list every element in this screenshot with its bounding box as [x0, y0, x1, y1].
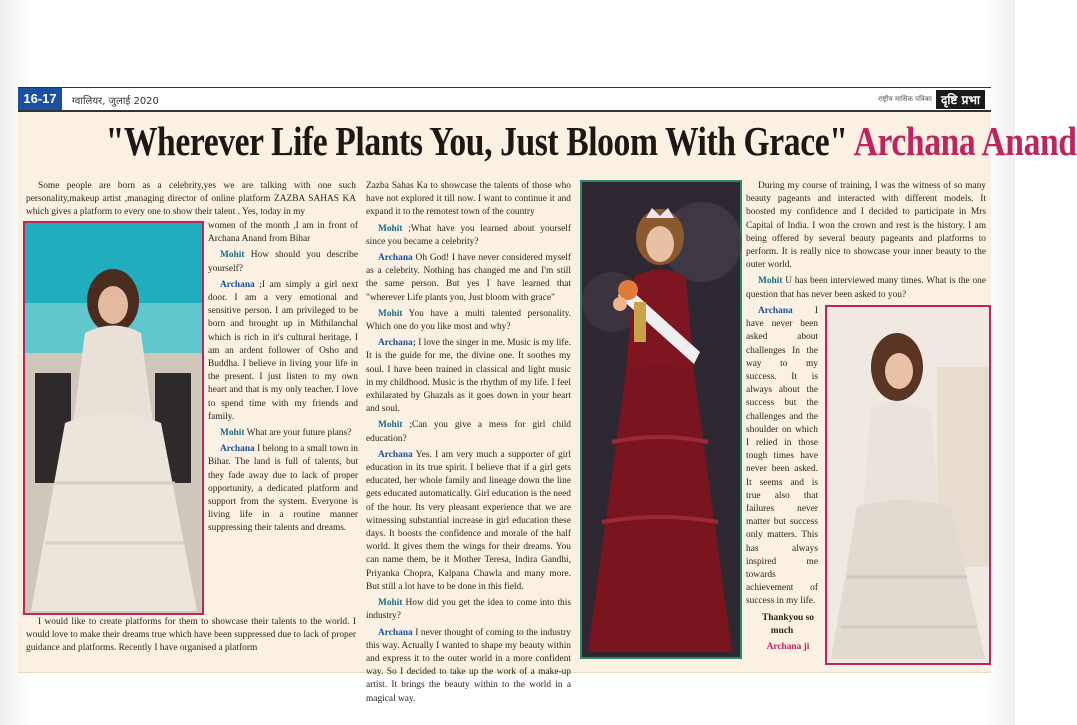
col2-p5: Archana I belong to a small town in Bihar. The land is full of talents, but they fade away due to lack of proper opportunity, a dedicated platform and support from the system. Everyone is living life in a routine manner suppressing their talents and dreams.	[208, 444, 358, 534]
col3-p8: Mohit How did you get the idea to come into this industry?	[366, 598, 571, 622]
crowned-gown-illustration	[582, 182, 740, 657]
headline	[105, 115, 1077, 167]
portrait-sofa-illustration	[827, 307, 989, 663]
photo-portrait-pool	[23, 221, 204, 615]
article-intro	[26, 180, 356, 223]
magazine-spread	[18, 87, 1077, 704]
col1-bottom-paragraph: I would like to create platforms for them to showcase their talents to the world. I would love to make their dreams true which have been suppressed due to lack of proper guidance and platforms. Recently I have organised a platform	[26, 617, 356, 654]
col4-p3: Archana I have never been asked about challenges In the way to my success. It is always about the success but the challenges and the shoulder on which I relied in those tough times have never been asked. It seems and is true also that failures never matter but success only matters. This has always inspired me towards achievement of success in my life.	[746, 306, 818, 607]
article-column-3	[366, 180, 571, 709]
portrait-pool-illustration	[25, 223, 202, 613]
col3-p7: Archana Yes. I am very much a supporter of girl education in its true spirit. I believe that if a girl gets educated, her whole family and lineage down the line gets educated automatically. Girl education is the need of the hour. Its very pleasant experience that we are witnessing substantial increase in girl education these days. It boosts the confidence and morale of the half world. It gives them the wings for their dreams. You can name them, be it Mother Teresa, Indira Gandhi, Priyanka Chopra, Kalpana Chawla and many more. But still a lot have to be done in this field.	[366, 449, 571, 592]
col3-p5: Archana; I love the singer in me. Music is my life. It is the guide for me, the divine one. It soothes my soul. I have been trained in classical and light music in my childhood. Music is the rhythm of my life. I feel exhilarated by Ghazals as it goes down in your heart and soul.	[366, 338, 571, 415]
col2-p1: women of the month ,I am in front of Archana Anand from Bihar	[208, 221, 358, 245]
article-col1-bottom	[26, 616, 356, 659]
col3-p1: Zazba Sahas Ka to showcase the talents of those who have not explored it till now. I want to continue it and expand it to the remotest town of the country	[366, 181, 571, 218]
page-header	[18, 87, 991, 112]
col3-p9: Archana I never thought of coming to the industry this way. Actually I wanted to shape my beauty within and express it to the outer world in a more confident way. So I decided to take up the work of a make-up artist. It brings the beauty within to the world in a magical way.	[366, 627, 571, 704]
article-column-4-side	[746, 305, 818, 657]
thanks-text: Thankyou so much	[762, 612, 814, 636]
masthead-tagline: राष्ट्रीय मासिक पत्रिका	[878, 95, 932, 103]
col3-p4: Mohit You have a multi talented personality. Which one do you like most and why?	[366, 308, 571, 333]
signature: Archana ji	[766, 642, 810, 653]
masthead	[878, 90, 985, 109]
col2-p4: Mohit What are your future plans?	[220, 428, 352, 439]
article-column-2	[208, 220, 358, 539]
issue-date: ग्वालियर, जुलाई 2020	[72, 96, 159, 107]
col3-p6: Mohit ;Can you give a mess for girl child education?	[366, 420, 571, 444]
col4-p2: Mohit U has been interviewed many times. What is the one question that has never been asked to you?	[746, 276, 986, 300]
photo-crowned-gown	[580, 180, 742, 659]
headline-quote: "Wherever Life Plants You, Just Bloom With Grace"	[105, 118, 848, 164]
col4-p1: During my course of training, I was the witness of so many beauty pageants and interacted with different models. It boosted my confidence and I decided to participate in Mrs Capital of India. I won the crown and rest is the history. I am being offered by several beauty pageants and platforms to perform. It is really nice to showcase your inner beauty to the outer world.	[746, 181, 986, 271]
masthead-logo: दृष्टि प्रभा	[936, 90, 985, 109]
intro-paragraph: Some people are born as a celebrity,yes we are talking with one such personality,makeup artist ,managing director of online platform ZAZBA SAHAS KA which gives a platform to every one to show their talent . Yes, today in my	[26, 181, 356, 218]
headline-name: Archana Anand	[853, 118, 1077, 164]
col3-p2: Mohit ;What have you learned about yourself since you became a celebrity?	[366, 223, 571, 247]
photo-portrait-sofa	[825, 305, 991, 665]
page-number: 16-17	[18, 88, 62, 110]
col3-p3: Archana Oh God! I have never considered myself as a celebrity. Nothing has changed me and I'm still the same person. But yes I have learned that "wherever Life plants you, Just bloom with grace"	[366, 253, 571, 303]
col2-p3: Archana ;I am simply a girl next door. I am a very emotional and sensitive person. I am privileged to be born and brought up in Mithilanchal which is rich in it's cultural heritage. I am an ardent follower of Osho and Buddha. I believe in living your life in the present. I just listen to my own heart and that is my only teacher. I love to spend time with my friends and family.	[208, 279, 358, 422]
col2-p2: Mohit How should you describe yourself?	[208, 250, 358, 274]
article-column-4	[746, 180, 986, 305]
